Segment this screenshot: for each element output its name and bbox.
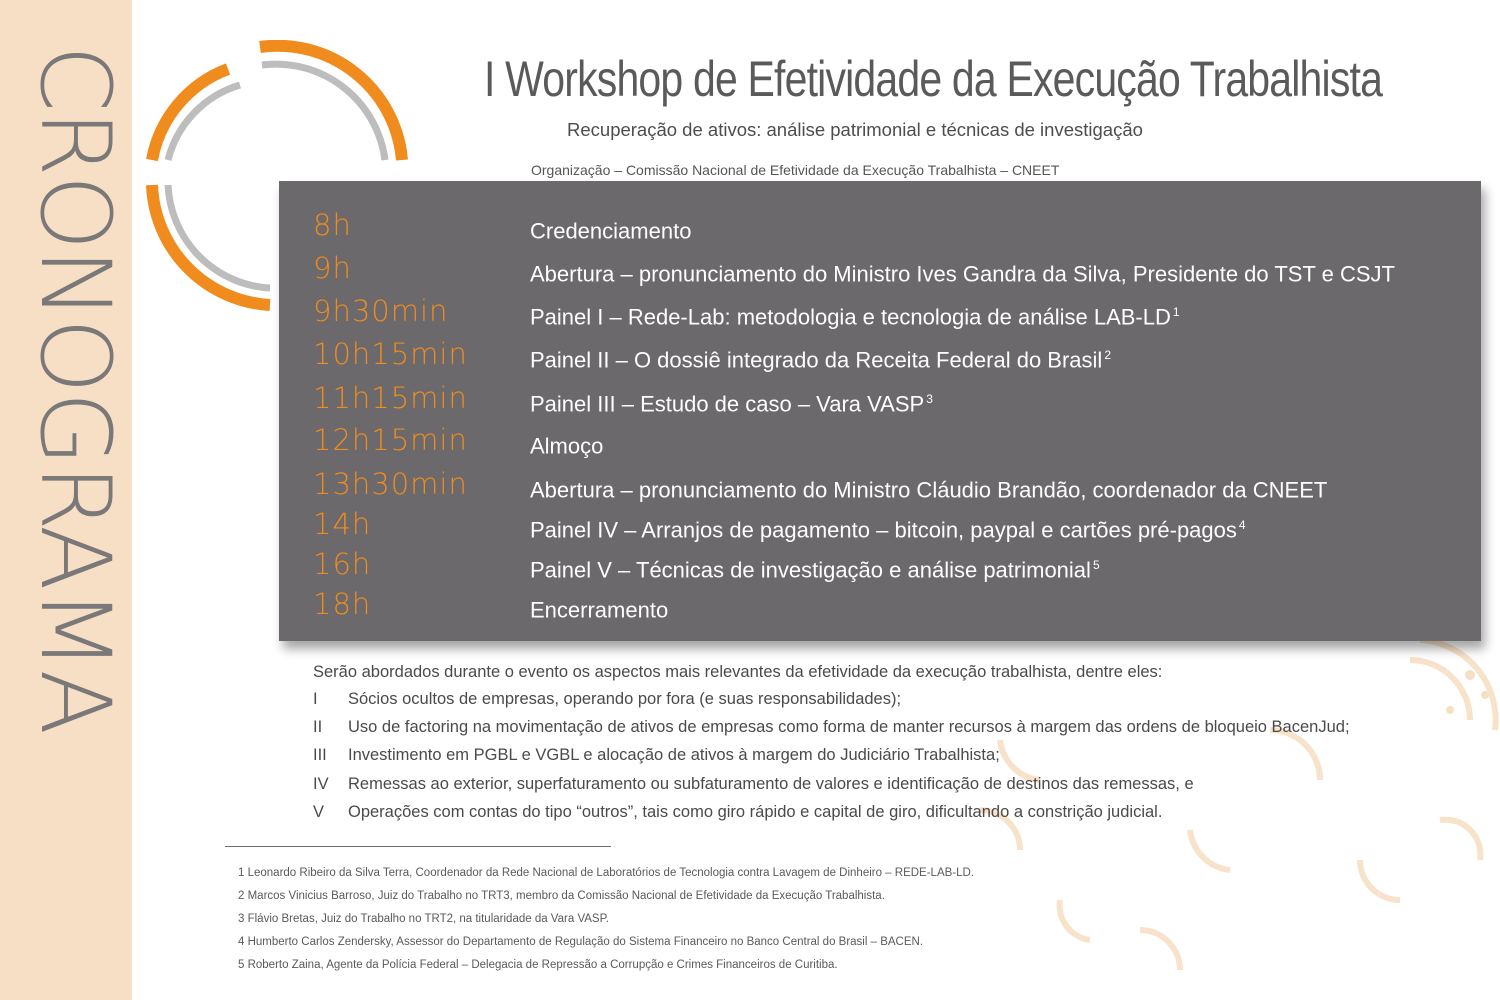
schedule-time: 13h30min <box>313 467 468 501</box>
topic-number: IV <box>313 775 329 793</box>
schedule-event: Abertura – pronunciamento do Ministro Ives Gandra da Silva, Presidente do TST e CSJT <box>530 261 1395 287</box>
footnote: 5 Roberto Zaina, Agente da Polícia Federal – Delegacia de Repressão a Corrupção e Crimes Financeiros de Curitiba. <box>238 959 838 971</box>
schedule-row <box>279 205 1481 245</box>
schedule-row <box>279 584 1481 624</box>
schedule-row <box>279 334 1481 374</box>
organization-line: Organização – Comissão Nacional de Efetividade da Execução Trabalhista – CNEET <box>531 162 1060 178</box>
page-title: I Workshop de Efetividade da Execução Trabalhista <box>484 51 1383 107</box>
topic-text: Operações com contas do tipo “outros”, tais como giro rápido e capital de giro, dificultando a constrição judicial. <box>348 803 1163 821</box>
schedule-event: Abertura – pronunciamento do Ministro Cláudio Brandão, coordenador da CNEET <box>530 477 1328 503</box>
page-subtitle: Recuperação de ativos: análise patrimonial e técnicas de investigação <box>567 119 1143 140</box>
schedule-row <box>279 378 1481 418</box>
topic-text: Remessas ao exterior, superfaturamento ou subfaturamento de valores e identificação de destinos das remessas, e <box>348 775 1194 793</box>
schedule-row <box>279 504 1481 544</box>
schedule-event: Encerramento <box>530 597 669 623</box>
schedule-event: Painel III – Estudo de caso – Vara VASP $^3$ <box>530 391 933 417</box>
schedule-event: Painel V – Técnicas de investigação e análise patrimonial $^5$ <box>530 557 1100 583</box>
schedule-event: Painel I – Rede-Lab: metodologia e tecnologia de análise LAB-LD $^1$ <box>530 304 1180 330</box>
side-title: CRONOGRAMA <box>19 45 131 734</box>
schedule-row <box>279 544 1481 584</box>
schedule-time: 12h15min <box>313 423 468 457</box>
schedule-event: Almoço <box>530 433 604 459</box>
footnote: 2 Marcos Vinicius Barroso, Juiz do Trabalho no TRT3, membro da Comissão Nacional de Efetividade da Execução Trabalhista. <box>238 890 885 902</box>
schedule-time: 14h <box>313 507 372 541</box>
schedule-box <box>279 181 1481 641</box>
footnote: 1 Leonardo Ribeiro da Silva Terra, Coordenador da Rede Nacional de Laboratórios de Tecnologia contra Lavagem de Dinheiro – REDE-LAB-LD. <box>238 867 975 879</box>
schedule-row <box>279 248 1481 288</box>
schedule-time: 16h <box>313 547 372 581</box>
schedule-time: 18h <box>313 587 372 621</box>
footnote: 4 Humberto Carlos Zendersky, Assessor do Departamento de Regulação do Sistema Financeiro no Banco Central do Brasil – BACEN. <box>238 936 924 948</box>
schedule-time: 11h15min <box>313 381 468 415</box>
schedule-row <box>279 464 1481 504</box>
schedule-event: Credenciamento <box>530 218 692 244</box>
topic-number: I <box>313 690 318 708</box>
topic-text: Investimento em PGBL e VGBL e alocação de ativos à margem do Judiciário Trabalhista; <box>348 746 1000 764</box>
footnote: 3 Flávio Bretas, Juiz do Trabalho no TRT2, na titularidade da Vara VASP. <box>238 913 609 925</box>
topic-text: Sócios ocultos de empresas, operando por fora (e suas responsabilidades); <box>348 690 902 708</box>
schedule-row <box>279 420 1481 460</box>
schedule-event: Painel II – O dossiê integrado da Receita Federal do Brasil $^2$ <box>530 347 1112 373</box>
topic-number: III <box>313 746 327 764</box>
decorative-arcs-background <box>940 600 1500 1000</box>
schedule-time: 9h30min <box>313 294 449 328</box>
schedule-time: 8h <box>313 208 352 242</box>
schedule-time: 10h15min <box>313 337 468 371</box>
side-band <box>0 0 132 1000</box>
topics-intro: Serão abordados durante o evento os aspectos mais relevantes da efetividade da execução trabalhista, dentre eles: <box>313 663 1163 681</box>
schedule-time: 9h <box>313 251 352 285</box>
topic-number: V <box>313 803 325 821</box>
topic-text: Uso de factoring na movimentação de ativos de empresas como forma de manter recursos à margem das ordens de bloqueio BacenJud; <box>348 718 1350 736</box>
schedule-event: Painel IV – Arranjos de pagamento – bitcoin, paypal e cartões pré-pagos $^4$ <box>530 517 1246 543</box>
schedule-row <box>279 291 1481 331</box>
footnote-divider <box>225 846 611 847</box>
topic-number: II <box>313 718 323 736</box>
